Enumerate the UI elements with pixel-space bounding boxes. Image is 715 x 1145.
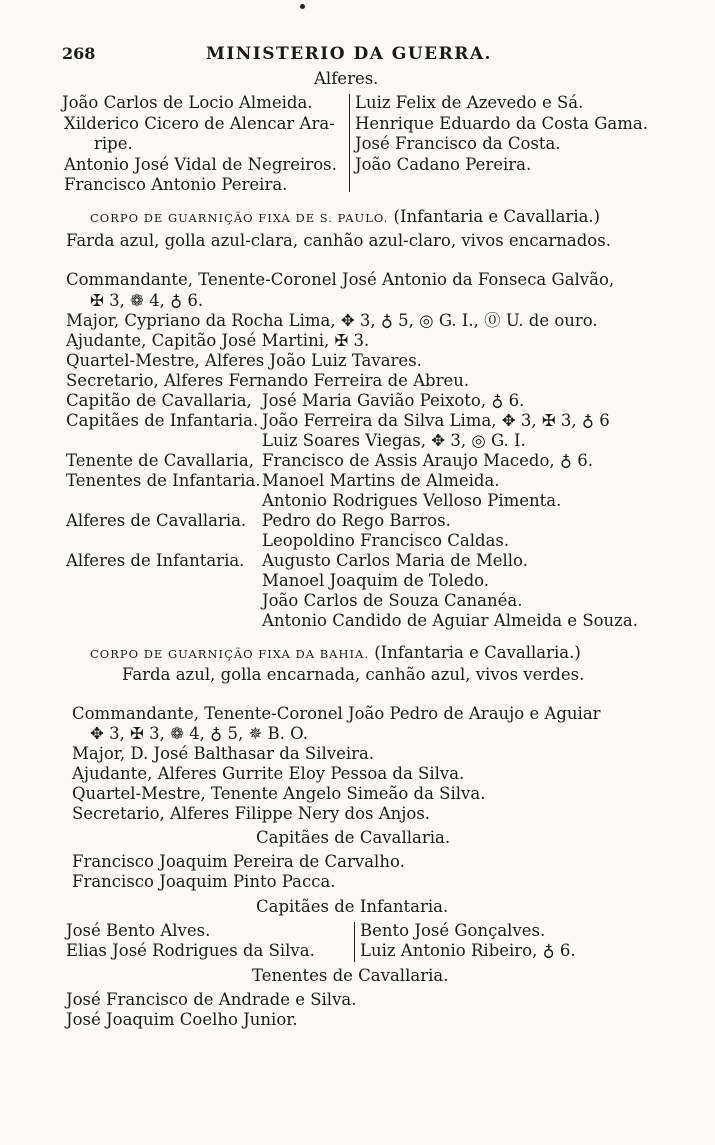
officer-line: ✥ 3, ✠ 3, ❁ 4, ♁ 5, ✵ B. O.: [90, 724, 308, 743]
officer-name: Bento José Gonçalves.: [360, 921, 546, 940]
officer-line: Ajudante, Capitão José Martini, ✠ 3.: [66, 331, 370, 350]
column-divider: [354, 922, 355, 962]
officer-name: Francisco Joaquim Pereira de Carvalho.: [72, 852, 405, 871]
officer-line: Major, Cypriano da Rocha Lima, ✥ 3, ♁ 5, ◎ G. I., ⓪ U. de ouro.: [66, 311, 598, 330]
officer-name: João Ferreira da Silva Lima, ✥ 3, ✠ 3, ♁ 6: [262, 411, 610, 430]
officer-name: Manoel Martins de Almeida.: [262, 471, 500, 490]
list-item: João Cadano Pereira.: [355, 155, 532, 174]
officer-name: José Joaquim Coelho Junior.: [66, 1010, 298, 1029]
officer-name: Francisco de Assis Araujo Macedo, ♁ 6.: [262, 451, 593, 470]
officer-line: Secretario, Alferes Fernando Ferreira de Abreu.: [66, 371, 470, 390]
section-heading-sao-paulo: [90, 207, 600, 228]
rank-label: Capitão de Cavallaria,: [66, 391, 252, 410]
officer-line: Major, D. José Balthasar da Silveira.: [72, 744, 375, 763]
rank-label: Capitães de Infantaria.: [66, 411, 259, 430]
ink-dot: [300, 4, 305, 9]
subsection-heading: Capitães de Infantaria.: [256, 897, 449, 916]
officer-name: Luiz Antonio Ribeiro, ♁ 6.: [360, 941, 576, 960]
subsection-heading: Capitães de Cavallaria.: [256, 828, 451, 847]
page-title: MINISTERIO DA GUERRA.: [206, 44, 492, 64]
officer-name: Elias José Rodrigues da Silva.: [66, 941, 315, 960]
officer-line: Quartel-Mestre, Alferes João Luiz Tavares.: [66, 351, 422, 370]
column-divider: [349, 94, 350, 192]
section-heading-bahia: [90, 643, 581, 664]
list-item: José Francisco da Costa.: [355, 134, 561, 153]
page-number: 268: [62, 44, 96, 63]
officer-name: Antonio Candido de Aguiar Almeida e Souza.: [262, 611, 638, 630]
officer-name: Leopoldino Francisco Caldas.: [262, 531, 510, 550]
officer-line: Ajudante, Alferes Gurrite Eloy Pessoa da Silva.: [72, 764, 465, 783]
officer-name: Antonio Rodrigues Velloso Pimenta.: [262, 491, 562, 510]
officer-line: Secretario, Alferes Filippe Nery dos Anjos.: [72, 804, 431, 823]
section-heading-subtitle: (Infantaria e Cavallaria.): [393, 207, 601, 226]
list-item: Francisco Antonio Pereira.: [64, 175, 288, 194]
officer-name: Augusto Carlos Maria de Mello.: [262, 551, 528, 570]
section-heading-smallcaps: CORPO DE GUARNIÇÃO FIXA DE S. PAULO.: [90, 211, 389, 225]
uniform-description: Farda azul, golla azul-clara, canhão azul-claro, vivos encarnados.: [66, 231, 611, 250]
section-heading-smallcaps: CORPO DE GUARNIÇÃO FIXA DA BAHIA.: [90, 647, 369, 661]
list-item: ripe.: [94, 134, 133, 153]
officer-name: José Bento Alves.: [66, 921, 211, 940]
section-heading-subtitle: (Infantaria e Cavallaria.): [374, 643, 581, 662]
rank-label: Tenente de Cavallaria,: [66, 451, 254, 470]
officer-name: José Maria Gavião Peixoto, ♁ 6.: [262, 391, 525, 410]
rank-label: Alferes de Infantaria.: [66, 551, 245, 570]
list-item: João Carlos de Locio Almeida.: [62, 93, 313, 112]
subsection-heading: Tenentes de Cavallaria.: [252, 966, 449, 985]
list-item: Luiz Felix de Azevedo e Sá.: [355, 93, 584, 112]
officer-line: Commandante, Tenente-Coronel João Pedro de Araujo e Aguiar: [72, 704, 601, 723]
officer-name: Luiz Soares Viegas, ✥ 3, ◎ G. I.: [262, 431, 526, 450]
officer-line: Quartel-Mestre, Tenente Angelo Simeão da Silva.: [72, 784, 486, 803]
section-heading-alferes: Alferes.: [314, 69, 379, 88]
list-item: Xilderico Cicero de Alencar Ara-: [64, 114, 335, 133]
officer-name: José Francisco de Andrade e Silva.: [66, 990, 357, 1009]
uniform-description: Farda azul, golla encarnada, canhão azul, vivos verdes.: [122, 665, 585, 684]
officer-name: João Carlos de Souza Cananéa.: [262, 591, 523, 610]
list-item: Antonio José Vidal de Negreiros.: [64, 155, 337, 174]
officer-line: Commandante, Tenente-Coronel José Antonio da Fonseca Galvão,: [66, 270, 615, 289]
rank-label: Tenentes de Infantaria.: [66, 471, 261, 490]
officer-name: Manoel Joaquim de Toledo.: [262, 571, 490, 590]
officer-name: Pedro do Rego Barros.: [262, 511, 451, 530]
list-item: Henrique Eduardo da Costa Gama.: [355, 114, 648, 133]
officer-name: Francisco Joaquim Pinto Pacca.: [72, 872, 336, 891]
rank-label: Alferes de Cavallaria.: [66, 511, 247, 530]
officer-line: ✠ 3, ❁ 4, ♁ 6.: [90, 291, 204, 310]
